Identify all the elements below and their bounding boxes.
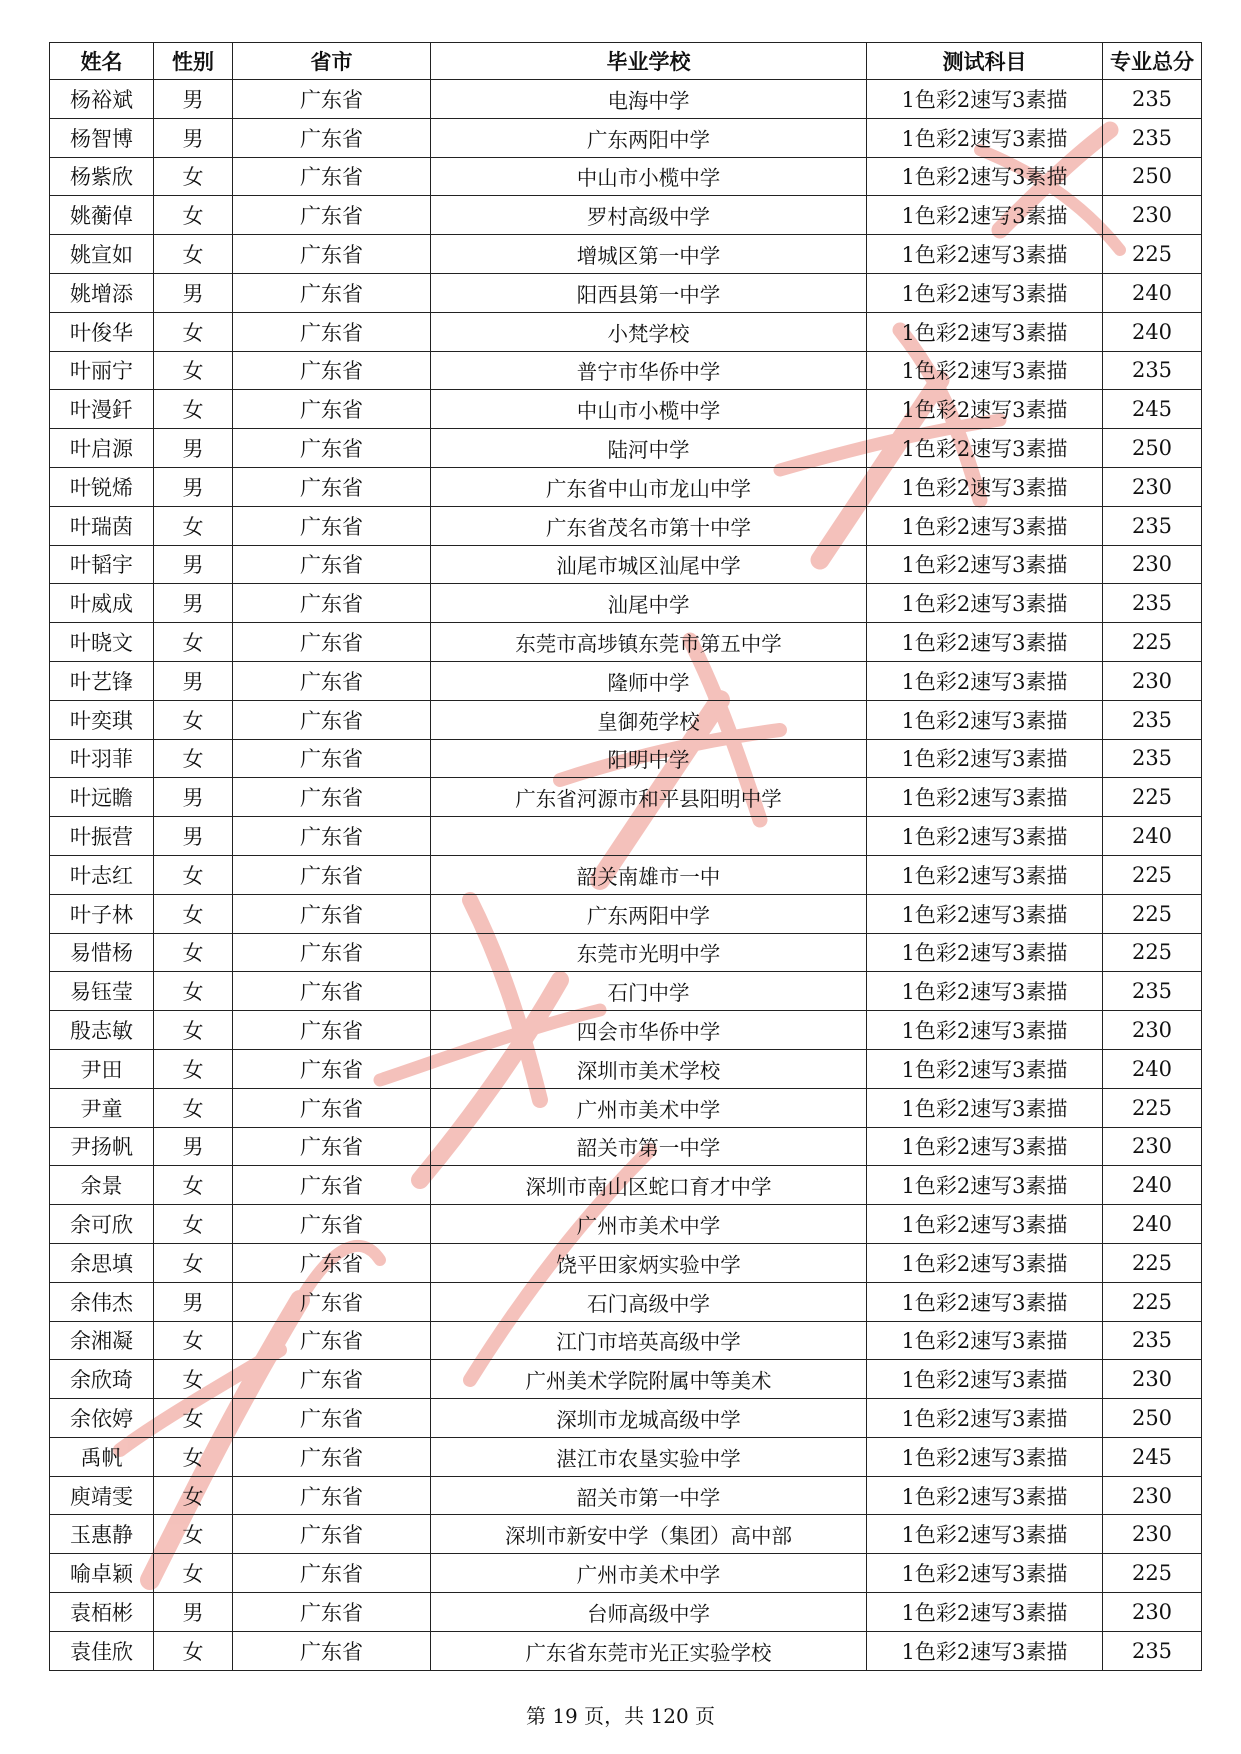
cell-name: 余思填: [50, 1243, 154, 1282]
cell-subjects: 1色彩2速写3素描: [867, 196, 1103, 235]
cell-subjects: 1色彩2速写3素描: [867, 1011, 1103, 1050]
cell-school: 小梵学校: [431, 312, 867, 351]
cell-subjects: 1色彩2速写3素描: [867, 545, 1103, 584]
cell-subjects: 1色彩2速写3素描: [867, 1166, 1103, 1205]
cell-province: 广东省: [233, 1515, 431, 1554]
cell-gender: 女: [154, 196, 233, 235]
cell-school: 普宁市华侨中学: [431, 351, 867, 390]
table-row: [50, 817, 1202, 856]
cell-school: 东莞市光明中学: [431, 933, 867, 972]
cell-province: 广东省: [233, 390, 431, 429]
header-total-score: 专业总分: [1103, 43, 1202, 80]
header-subjects: 测试科目: [867, 43, 1103, 80]
cell-school: 湛江市农垦实验中学: [431, 1437, 867, 1476]
cell-gender: 女: [154, 506, 233, 545]
table-row: [50, 1321, 1202, 1360]
cell-gender: 男: [154, 778, 233, 817]
cell-subjects: 1色彩2速写3素描: [867, 312, 1103, 351]
cell-score: 225: [1103, 1243, 1202, 1282]
cell-name: 叶韬宇: [50, 545, 154, 584]
cell-school: 广东省东莞市光正实验学校: [431, 1631, 867, 1670]
table-row: [50, 1631, 1202, 1670]
cell-name: 喻卓颖: [50, 1554, 154, 1593]
table-row: [50, 1476, 1202, 1515]
cell-province: 广东省: [233, 1166, 431, 1205]
cell-name: 叶艺锋: [50, 661, 154, 700]
cell-province: 广东省: [233, 1243, 431, 1282]
table-row: [50, 1049, 1202, 1088]
cell-name: 余欣琦: [50, 1360, 154, 1399]
cell-province: 广东省: [233, 1593, 431, 1632]
cell-gender: 男: [154, 80, 233, 119]
cell-subjects: 1色彩2速写3素描: [867, 972, 1103, 1011]
cell-score: 240: [1103, 312, 1202, 351]
cell-name: 叶远瞻: [50, 778, 154, 817]
cell-province: 广东省: [233, 778, 431, 817]
cell-province: 广东省: [233, 933, 431, 972]
cell-subjects: 1色彩2速写3素描: [867, 1593, 1103, 1632]
cell-subjects: 1色彩2速写3素描: [867, 1088, 1103, 1127]
cell-gender: 女: [154, 1321, 233, 1360]
cell-subjects: 1色彩2速写3素描: [867, 235, 1103, 274]
cell-name: 余伟杰: [50, 1282, 154, 1321]
table-row: [50, 1088, 1202, 1127]
table-row: [50, 1515, 1202, 1554]
cell-name: 余景: [50, 1166, 154, 1205]
cell-gender: 女: [154, 235, 233, 274]
header-school: 毕业学校: [431, 43, 867, 80]
table-row: [50, 80, 1202, 119]
cell-name: 叶子林: [50, 894, 154, 933]
cell-school: 汕尾市城区汕尾中学: [431, 545, 867, 584]
cell-gender: 女: [154, 1631, 233, 1670]
cell-name: 姚增添: [50, 273, 154, 312]
cell-gender: 女: [154, 855, 233, 894]
cell-score: 250: [1103, 157, 1202, 196]
cell-school: 石门高级中学: [431, 1282, 867, 1321]
table-row: [50, 661, 1202, 700]
cell-score: 235: [1103, 739, 1202, 778]
cell-gender: 女: [154, 1049, 233, 1088]
cell-gender: 男: [154, 584, 233, 623]
cell-province: 广东省: [233, 118, 431, 157]
cell-school: 东莞市高埗镇东莞市第五中学: [431, 623, 867, 662]
cell-score: 225: [1103, 778, 1202, 817]
cell-gender: 女: [154, 739, 233, 778]
cell-gender: 男: [154, 1593, 233, 1632]
cell-name: 易钰莹: [50, 972, 154, 1011]
cell-subjects: 1色彩2速写3素描: [867, 1399, 1103, 1438]
cell-province: 广东省: [233, 351, 431, 390]
cell-province: 广东省: [233, 235, 431, 274]
cell-score: 240: [1103, 1049, 1202, 1088]
cell-gender: 女: [154, 1399, 233, 1438]
cell-subjects: 1色彩2速写3素描: [867, 157, 1103, 196]
cell-subjects: 1色彩2速写3素描: [867, 1282, 1103, 1321]
cell-gender: 女: [154, 623, 233, 662]
cell-province: 广东省: [233, 157, 431, 196]
cell-province: 广东省: [233, 739, 431, 778]
cell-score: 235: [1103, 1631, 1202, 1670]
table-row: [50, 429, 1202, 468]
cell-score: 230: [1103, 1515, 1202, 1554]
cell-name: 尹童: [50, 1088, 154, 1127]
table-row: [50, 1127, 1202, 1166]
cell-name: 叶丽宁: [50, 351, 154, 390]
cell-school: 广州市美术中学: [431, 1205, 867, 1244]
cell-score: 230: [1103, 545, 1202, 584]
cell-school: 石门中学: [431, 972, 867, 1011]
cell-gender: 男: [154, 1282, 233, 1321]
cell-gender: 女: [154, 1011, 233, 1050]
cell-score: 235: [1103, 506, 1202, 545]
cell-score: 230: [1103, 1593, 1202, 1632]
cell-province: 广东省: [233, 1399, 431, 1438]
cell-score: 235: [1103, 80, 1202, 119]
cell-score: 225: [1103, 933, 1202, 972]
cell-subjects: 1色彩2速写3素描: [867, 700, 1103, 739]
cell-name: 殷志敏: [50, 1011, 154, 1050]
cell-subjects: 1色彩2速写3素描: [867, 584, 1103, 623]
cell-province: 广东省: [233, 817, 431, 856]
cell-name: 叶羽菲: [50, 739, 154, 778]
cell-score: 235: [1103, 351, 1202, 390]
cell-school: 电海中学: [431, 80, 867, 119]
cell-gender: 女: [154, 1554, 233, 1593]
cell-score: 240: [1103, 1166, 1202, 1205]
table-row: [50, 196, 1202, 235]
cell-score: 225: [1103, 1282, 1202, 1321]
cell-score: 245: [1103, 390, 1202, 429]
cell-province: 广东省: [233, 1631, 431, 1670]
cell-score: 240: [1103, 1205, 1202, 1244]
cell-gender: 女: [154, 894, 233, 933]
cell-gender: 女: [154, 390, 233, 429]
cell-score: 225: [1103, 623, 1202, 662]
cell-province: 广东省: [233, 894, 431, 933]
cell-name: 叶俊华: [50, 312, 154, 351]
cell-subjects: 1色彩2速写3素描: [867, 1437, 1103, 1476]
cell-school: 广州美术学院附属中等美术: [431, 1360, 867, 1399]
cell-name: 叶晓文: [50, 623, 154, 662]
cell-gender: 男: [154, 545, 233, 584]
cell-province: 广东省: [233, 1049, 431, 1088]
results-table: [49, 42, 1202, 1671]
table-row: [50, 933, 1202, 972]
cell-gender: 男: [154, 1127, 233, 1166]
cell-province: 广东省: [233, 80, 431, 119]
cell-province: 广东省: [233, 855, 431, 894]
cell-school: 广东省河源市和平县阳明中学: [431, 778, 867, 817]
cell-school: 广东省茂名市第十中学: [431, 506, 867, 545]
table-row: [50, 1360, 1202, 1399]
cell-subjects: 1色彩2速写3素描: [867, 933, 1103, 972]
cell-name: 叶振营: [50, 817, 154, 856]
cell-subjects: 1色彩2速写3素描: [867, 467, 1103, 506]
cell-score: 230: [1103, 1476, 1202, 1515]
cell-gender: 女: [154, 1088, 233, 1127]
table-row: [50, 1554, 1202, 1593]
cell-name: 杨裕斌: [50, 80, 154, 119]
table-row: [50, 1243, 1202, 1282]
table-row: [50, 1011, 1202, 1050]
cell-school: 阳明中学: [431, 739, 867, 778]
cell-province: 广东省: [233, 1205, 431, 1244]
cell-gender: 女: [154, 1243, 233, 1282]
cell-name: 叶启源: [50, 429, 154, 468]
cell-name: 姚宣如: [50, 235, 154, 274]
table-row: [50, 1166, 1202, 1205]
table-row: [50, 1593, 1202, 1632]
cell-name: 尹田: [50, 1049, 154, 1088]
table-row: [50, 1437, 1202, 1476]
cell-gender: 女: [154, 972, 233, 1011]
cell-name: 余可欣: [50, 1205, 154, 1244]
cell-gender: 男: [154, 429, 233, 468]
cell-gender: 女: [154, 1437, 233, 1476]
cell-score: 240: [1103, 273, 1202, 312]
header-row: [50, 43, 1202, 80]
table-row: [50, 1205, 1202, 1244]
cell-subjects: 1色彩2速写3素描: [867, 1554, 1103, 1593]
cell-subjects: 1色彩2速写3素描: [867, 1243, 1103, 1282]
cell-gender: 女: [154, 1515, 233, 1554]
cell-school: 深圳市南山区蛇口育才中学: [431, 1166, 867, 1205]
cell-score: 235: [1103, 972, 1202, 1011]
cell-school: 广东两阳中学: [431, 894, 867, 933]
cell-score: 230: [1103, 1127, 1202, 1166]
cell-score: 235: [1103, 700, 1202, 739]
cell-name: 袁栢彬: [50, 1593, 154, 1632]
cell-province: 广东省: [233, 1476, 431, 1515]
cell-gender: 男: [154, 273, 233, 312]
cell-name: 尹扬帆: [50, 1127, 154, 1166]
cell-name: 叶志红: [50, 855, 154, 894]
cell-subjects: 1色彩2速写3素描: [867, 894, 1103, 933]
cell-province: 广东省: [233, 273, 431, 312]
cell-name: 叶瑞茵: [50, 506, 154, 545]
cell-school: 中山市小榄中学: [431, 157, 867, 196]
cell-name: 易惜杨: [50, 933, 154, 972]
cell-name: 禹帆: [50, 1437, 154, 1476]
table-row: [50, 157, 1202, 196]
cell-gender: 女: [154, 933, 233, 972]
cell-province: 广东省: [233, 623, 431, 662]
cell-subjects: 1色彩2速写3素描: [867, 623, 1103, 662]
cell-score: 230: [1103, 467, 1202, 506]
cell-score: 250: [1103, 429, 1202, 468]
cell-subjects: 1色彩2速写3素描: [867, 1127, 1103, 1166]
page-number: 第 19 页，共 120 页: [525, 1704, 716, 1728]
cell-subjects: 1色彩2速写3素描: [867, 1631, 1103, 1670]
cell-school: 深圳市龙城高级中学: [431, 1399, 867, 1438]
cell-province: 广东省: [233, 1437, 431, 1476]
table-row: [50, 312, 1202, 351]
cell-subjects: 1色彩2速写3素描: [867, 80, 1103, 119]
cell-name: 玉惠静: [50, 1515, 154, 1554]
cell-school: 隆师中学: [431, 661, 867, 700]
cell-school: 韶关市第一中学: [431, 1127, 867, 1166]
cell-score: 235: [1103, 1321, 1202, 1360]
cell-score: 235: [1103, 584, 1202, 623]
cell-subjects: 1色彩2速写3素描: [867, 1205, 1103, 1244]
cell-score: 230: [1103, 661, 1202, 700]
cell-score: 225: [1103, 855, 1202, 894]
cell-name: 叶锐烯: [50, 467, 154, 506]
cell-school: 韶关市第一中学: [431, 1476, 867, 1515]
cell-school: 四会市华侨中学: [431, 1011, 867, 1050]
cell-subjects: 1色彩2速写3素描: [867, 1515, 1103, 1554]
cell-province: 广东省: [233, 1360, 431, 1399]
cell-subjects: 1色彩2速写3素描: [867, 390, 1103, 429]
cell-score: 240: [1103, 817, 1202, 856]
table-row: [50, 351, 1202, 390]
cell-school: 增城区第一中学: [431, 235, 867, 274]
cell-subjects: 1色彩2速写3素描: [867, 1049, 1103, 1088]
table-row: [50, 584, 1202, 623]
cell-province: 广东省: [233, 429, 431, 468]
cell-subjects: 1色彩2速写3素描: [867, 351, 1103, 390]
cell-school: 广州市美术中学: [431, 1088, 867, 1127]
cell-province: 广东省: [233, 312, 431, 351]
cell-score: 225: [1103, 235, 1202, 274]
cell-school: 深圳市美术学校: [431, 1049, 867, 1088]
cell-score: 245: [1103, 1437, 1202, 1476]
cell-gender: 女: [154, 351, 233, 390]
cell-gender: 女: [154, 157, 233, 196]
table-row: [50, 545, 1202, 584]
cell-school: 罗村高级中学: [431, 196, 867, 235]
cell-gender: 女: [154, 1205, 233, 1244]
table-row: [50, 235, 1202, 274]
cell-name: 姚蘅倬: [50, 196, 154, 235]
cell-subjects: 1色彩2速写3素描: [867, 273, 1103, 312]
cell-school: 韶关南雄市一中: [431, 855, 867, 894]
cell-name: 余依婷: [50, 1399, 154, 1438]
cell-school: 汕尾中学: [431, 584, 867, 623]
header-gender: 性别: [154, 43, 233, 80]
header-province: 省市: [233, 43, 431, 80]
cell-school: 广东两阳中学: [431, 118, 867, 157]
table-row: [50, 1399, 1202, 1438]
cell-gender: 男: [154, 467, 233, 506]
cell-school: 饶平田家炳实验中学: [431, 1243, 867, 1282]
cell-subjects: 1色彩2速写3素描: [867, 1476, 1103, 1515]
cell-school: 阳西县第一中学: [431, 273, 867, 312]
cell-score: 230: [1103, 1011, 1202, 1050]
cell-school: [431, 817, 867, 856]
cell-school: 广州市美术中学: [431, 1554, 867, 1593]
cell-score: 225: [1103, 1554, 1202, 1593]
cell-name: 袁佳欣: [50, 1631, 154, 1670]
table-row: [50, 273, 1202, 312]
cell-gender: 男: [154, 661, 233, 700]
cell-school: 深圳市新安中学（集团）高中部: [431, 1515, 867, 1554]
cell-province: 广东省: [233, 661, 431, 700]
table-row: [50, 118, 1202, 157]
table-row: [50, 390, 1202, 429]
cell-score: 225: [1103, 894, 1202, 933]
cell-province: 广东省: [233, 1011, 431, 1050]
cell-subjects: 1色彩2速写3素描: [867, 506, 1103, 545]
table-row: [50, 1282, 1202, 1321]
cell-name: 叶漫釺: [50, 390, 154, 429]
cell-subjects: 1色彩2速写3素描: [867, 1321, 1103, 1360]
table-row: [50, 894, 1202, 933]
cell-subjects: 1色彩2速写3素描: [867, 739, 1103, 778]
cell-name: 叶威成: [50, 584, 154, 623]
table-row: [50, 972, 1202, 1011]
table-row: [50, 467, 1202, 506]
cell-province: 广东省: [233, 1554, 431, 1593]
cell-name: 杨智博: [50, 118, 154, 157]
table-row: [50, 778, 1202, 817]
cell-province: 广东省: [233, 1127, 431, 1166]
cell-school: 广东省中山市龙山中学: [431, 467, 867, 506]
cell-province: 广东省: [233, 196, 431, 235]
cell-name: 庾靖雯: [50, 1476, 154, 1515]
cell-province: 广东省: [233, 700, 431, 739]
cell-gender: 女: [154, 1476, 233, 1515]
cell-province: 广东省: [233, 545, 431, 584]
table-row: [50, 700, 1202, 739]
cell-gender: 男: [154, 817, 233, 856]
cell-score: 235: [1103, 118, 1202, 157]
cell-subjects: 1色彩2速写3素描: [867, 118, 1103, 157]
cell-province: 广东省: [233, 1321, 431, 1360]
header-name: 姓名: [50, 43, 154, 80]
cell-score: 230: [1103, 1360, 1202, 1399]
cell-subjects: 1色彩2速写3素描: [867, 817, 1103, 856]
cell-gender: 女: [154, 312, 233, 351]
cell-score: 250: [1103, 1399, 1202, 1438]
cell-school: 江门市培英高级中学: [431, 1321, 867, 1360]
cell-province: 广东省: [233, 1282, 431, 1321]
cell-province: 广东省: [233, 506, 431, 545]
cell-score: 230: [1103, 196, 1202, 235]
cell-subjects: 1色彩2速写3素描: [867, 429, 1103, 468]
cell-province: 广东省: [233, 584, 431, 623]
cell-school: 皇御苑学校: [431, 700, 867, 739]
cell-gender: 男: [154, 118, 233, 157]
cell-school: 陆河中学: [431, 429, 867, 468]
cell-name: 叶奕琪: [50, 700, 154, 739]
cell-province: 广东省: [233, 467, 431, 506]
cell-subjects: 1色彩2速写3素描: [867, 778, 1103, 817]
table-row: [50, 739, 1202, 778]
cell-subjects: 1色彩2速写3素描: [867, 661, 1103, 700]
table-row: [50, 506, 1202, 545]
cell-school: 中山市小榄中学: [431, 390, 867, 429]
cell-gender: 女: [154, 1360, 233, 1399]
table-row: [50, 855, 1202, 894]
table-row: [50, 623, 1202, 662]
cell-name: 杨紫欣: [50, 157, 154, 196]
cell-gender: 女: [154, 1166, 233, 1205]
cell-score: 225: [1103, 1088, 1202, 1127]
cell-province: 广东省: [233, 1088, 431, 1127]
cell-subjects: 1色彩2速写3素描: [867, 1360, 1103, 1399]
cell-gender: 女: [154, 700, 233, 739]
cell-province: 广东省: [233, 972, 431, 1011]
cell-name: 余湘凝: [50, 1321, 154, 1360]
cell-school: 台师高级中学: [431, 1593, 867, 1632]
cell-subjects: 1色彩2速写3素描: [867, 855, 1103, 894]
